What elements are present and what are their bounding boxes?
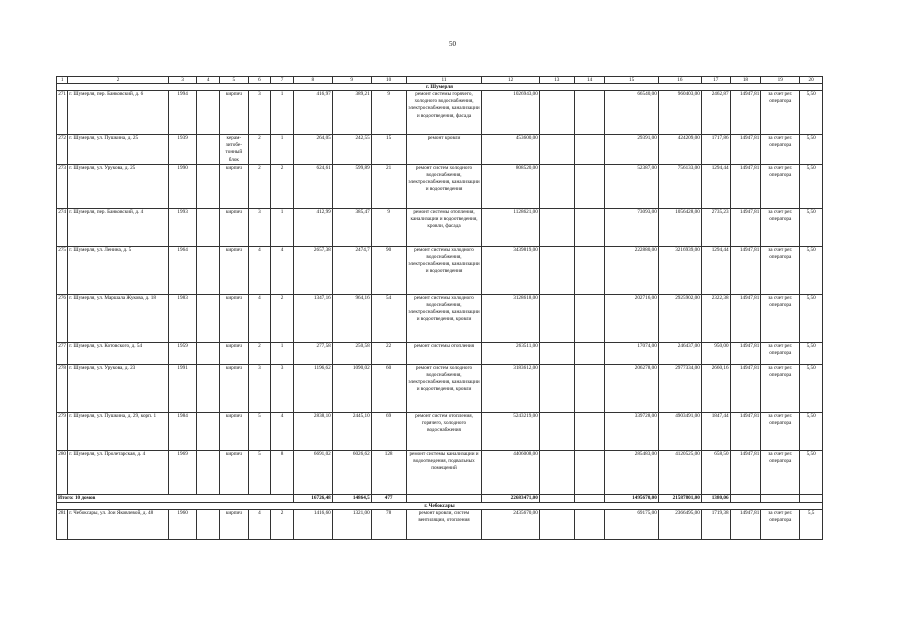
table-cell: г. Шумерля, пер. Банковский, д. 6 xyxy=(68,91,168,135)
table-cell xyxy=(539,294,574,342)
table-row xyxy=(57,450,823,494)
table-cell: 1 xyxy=(271,342,294,364)
table-cell: 78 xyxy=(371,510,406,540)
total-cell xyxy=(761,494,800,502)
table-cell: 1991 xyxy=(168,364,197,412)
table-cell: 2735,23 xyxy=(701,208,730,246)
table-cell: 246437,00 xyxy=(658,342,701,364)
table-cell: 17074,00 xyxy=(605,342,658,364)
table-cell: 4 xyxy=(248,294,271,342)
table-cell: 5,50 xyxy=(800,246,823,294)
table-cell: 2660,16 xyxy=(701,364,730,412)
table-cell: 279 xyxy=(57,412,68,450)
table-cell xyxy=(574,91,605,135)
table-cell xyxy=(197,450,220,494)
table-cell: 281 xyxy=(57,510,68,540)
table-cell xyxy=(539,510,574,540)
table-cell: 8 xyxy=(271,450,294,494)
table-cell: 250,58 xyxy=(332,342,371,364)
table-cell: 15 xyxy=(371,135,406,165)
table-cell: 14947,81 xyxy=(730,164,761,208)
col-number: 12 xyxy=(482,77,539,84)
table-cell: за счет рег. оператора xyxy=(761,208,800,246)
table-cell: 275 xyxy=(57,246,68,294)
table-cell: 2838,10 xyxy=(293,412,332,450)
total-cell: 16726,48 xyxy=(293,494,332,502)
table-cell: г. Шумерля, ул. Ленина, д. 5 xyxy=(68,246,168,294)
total-cell: 14864,5 xyxy=(332,494,371,502)
table-cell: 14947,81 xyxy=(730,364,761,412)
table-cell: 14947,81 xyxy=(730,294,761,342)
table-cell: 14947,81 xyxy=(730,342,761,364)
table-cell xyxy=(539,135,574,165)
table-cell: 90 xyxy=(371,246,406,294)
col-number: 6 xyxy=(248,77,271,84)
table-cell: г. Шумерля, ул. Пушкина, д. 25 xyxy=(68,135,168,165)
table-cell: за счет рег. оператора xyxy=(761,364,800,412)
table-cell: 1026943,00 xyxy=(482,91,539,135)
total-cell xyxy=(574,494,605,502)
table-cell: 4 xyxy=(271,246,294,294)
table-cell: 5,50 xyxy=(800,342,823,364)
table-row xyxy=(57,164,823,208)
table-cell xyxy=(539,164,574,208)
col-number: 18 xyxy=(730,77,761,84)
table-cell: 412,99 xyxy=(293,208,332,246)
table-cell: 52387,00 xyxy=(605,164,658,208)
table-cell xyxy=(197,246,220,294)
table-row xyxy=(57,412,823,450)
col-number: 5 xyxy=(220,77,249,84)
table-cell xyxy=(197,364,220,412)
total-cell: 1380,06 xyxy=(701,494,730,502)
col-number: 9 xyxy=(332,77,371,84)
table-cell xyxy=(574,246,605,294)
total-cell xyxy=(539,494,574,502)
table-cell: 5 xyxy=(248,412,271,450)
table-cell: за счет рег. оператора xyxy=(761,164,800,208)
table-cell: 272 xyxy=(57,135,68,165)
table-row xyxy=(57,246,823,294)
table-cell: кирпич xyxy=(220,246,249,294)
table-row xyxy=(57,294,823,342)
table-cell: 1939 xyxy=(168,135,197,165)
table-cell: 1847,44 xyxy=(701,412,730,450)
table-cell: 5,50 xyxy=(800,164,823,208)
table-cell xyxy=(574,412,605,450)
table-cell: 2 xyxy=(271,164,294,208)
table-cell: 54 xyxy=(371,294,406,342)
table-cell: 599,89 xyxy=(332,164,371,208)
table-cell: 242,55 xyxy=(332,135,371,165)
table-cell: г. Шумерля, ул. Урукова, д. 25 xyxy=(68,164,168,208)
table-cell: 960403,00 xyxy=(658,91,701,135)
table-cell: кирпич xyxy=(220,164,249,208)
table-cell xyxy=(539,91,574,135)
table-cell: 202716,00 xyxy=(605,294,658,342)
table-cell: за счет рег. оператора xyxy=(761,294,800,342)
table-cell: г. Шумерля, ул. Котовского, д. 54 xyxy=(68,342,168,364)
table-cell: 285483,00 xyxy=(605,450,658,494)
table-cell: 756133,00 xyxy=(658,164,701,208)
total-cell xyxy=(800,494,823,502)
col-number: 15 xyxy=(605,77,658,84)
table-cell: кирпич xyxy=(220,91,249,135)
city-heading-row xyxy=(57,503,823,510)
table-cell: 222880,00 xyxy=(605,246,658,294)
table-cell: 5 xyxy=(248,450,271,494)
table-cell: 1990 xyxy=(168,164,197,208)
table-cell: ремонт системы отопления, канализации и водоотведения, кровли, фасада xyxy=(406,208,482,246)
table-cell: 3216939,00 xyxy=(658,246,701,294)
table-cell xyxy=(539,342,574,364)
table-cell: 273 xyxy=(57,164,68,208)
table-cell xyxy=(574,450,605,494)
table-cell: за счет рег. оператора xyxy=(761,342,800,364)
table-cell: 5,50 xyxy=(800,91,823,135)
table-cell: 2 xyxy=(248,164,271,208)
table-cell: за счет рег. оператора xyxy=(761,450,800,494)
table-cell: 1294,44 xyxy=(701,164,730,208)
table-cell xyxy=(197,412,220,450)
table-cell: 276 xyxy=(57,294,68,342)
table-cell: 69 xyxy=(371,412,406,450)
table-cell: 21 xyxy=(371,164,406,208)
table-cell: 2977334,00 xyxy=(658,364,701,412)
table-cell xyxy=(574,208,605,246)
table-cell: 3 xyxy=(248,91,271,135)
table-cell: 1719,38 xyxy=(701,510,730,540)
table-cell: 14947,81 xyxy=(730,246,761,294)
table-cell xyxy=(197,91,220,135)
table-cell: ремонт системы горячего, холодного водоснабжения, электроснабжения, канализации и водоотведения, фасада xyxy=(406,91,482,135)
col-number: 20 xyxy=(800,77,823,84)
table-cell: 3183612,00 xyxy=(482,364,539,412)
col-number: 4 xyxy=(197,77,220,84)
table-cell: 5,50 xyxy=(800,364,823,412)
table-cell: кирпич xyxy=(220,450,249,494)
table-cell: 3 xyxy=(248,208,271,246)
table-cell: ремонт систем холодного водоснабжения, электроснабжения, канализации и водоотведения xyxy=(406,164,482,208)
table-cell: 950,00 xyxy=(701,342,730,364)
total-cell: 22683471,00 xyxy=(482,494,539,502)
table-cell: 2925902,00 xyxy=(658,294,701,342)
table-cell: 2 xyxy=(271,294,294,342)
table-cell xyxy=(197,164,220,208)
table-cell: 5,50 xyxy=(800,135,823,165)
table-cell: 5,50 xyxy=(800,412,823,450)
col-number: 2 xyxy=(68,77,168,84)
table-cell: 1983 xyxy=(168,294,197,342)
column-number-row xyxy=(57,77,823,84)
table-cell: 2462,87 xyxy=(701,91,730,135)
table-cell: 1994 xyxy=(168,91,197,135)
table-cell: 5,50 xyxy=(800,208,823,246)
table-cell: 2445,10 xyxy=(332,412,371,450)
table-cell: 2657,38 xyxy=(293,246,332,294)
table-cell: 73093,00 xyxy=(605,208,658,246)
table-cell: 3128618,00 xyxy=(482,294,539,342)
table-cell: 1294,44 xyxy=(701,246,730,294)
table-cell: 22 xyxy=(371,342,406,364)
table-cell: 3439819,00 xyxy=(482,246,539,294)
table-cell: кирпич xyxy=(220,364,249,412)
table-cell: 1959 xyxy=(168,342,197,364)
total-cell xyxy=(406,494,482,502)
table-cell: 3 xyxy=(248,364,271,412)
table-cell: кирпич xyxy=(220,510,249,540)
table-cell: 128 xyxy=(371,450,406,494)
table-cell: 1984 xyxy=(168,412,197,450)
table-cell: ремонт системы холодного водоснабжения, электроснабжения, канализации и водоотведения, кровли xyxy=(406,294,482,342)
table-cell: 4 xyxy=(248,246,271,294)
table-cell xyxy=(574,135,605,165)
col-number: 19 xyxy=(761,77,800,84)
table-cell xyxy=(197,208,220,246)
table-cell: 1960 xyxy=(168,510,197,540)
table-cell: 424209,00 xyxy=(658,135,701,165)
table-cell: ремонт кровли xyxy=(406,135,482,165)
table-cell: 9 xyxy=(371,208,406,246)
table-cell: ремонт системы холодного водоснабжения, электроснабжения, канализации и водоотведения xyxy=(406,246,482,294)
table-cell: 4903491,00 xyxy=(658,412,701,450)
table-cell: 339728,00 xyxy=(605,412,658,450)
table-cell: 2366495,00 xyxy=(658,510,701,540)
table-cell: 14947,81 xyxy=(730,91,761,135)
table-cell xyxy=(574,342,605,364)
total-label: Итого: 10 домов xyxy=(57,494,294,502)
table-cell: 2474,7 xyxy=(332,246,371,294)
table-cell: 4406008,00 xyxy=(482,450,539,494)
table-cell xyxy=(539,246,574,294)
total-row xyxy=(57,494,823,502)
table-cell: 624,61 xyxy=(293,164,332,208)
table-cell: 6026,62 xyxy=(332,450,371,494)
table-cell: за счет рег. оператора xyxy=(761,412,800,450)
table-row xyxy=(57,510,823,540)
table-cell: 808520,00 xyxy=(482,164,539,208)
table-cell: 5,50 xyxy=(800,450,823,494)
table-cell: 964,16 xyxy=(332,294,371,342)
table-cell: за счет рег. оператора xyxy=(761,135,800,165)
table-cell: г. Чебоксары, ул. Зои Яковлевой, д. 48 xyxy=(68,510,168,540)
table-cell: кирпич xyxy=(220,412,249,450)
col-number: 17 xyxy=(701,77,730,84)
table-cell: 1128621,00 xyxy=(482,208,539,246)
table-cell: ремонт систем холодного водоснабжения, электроснабжения, канализации и водоотведения, кровли xyxy=(406,364,482,412)
table-cell xyxy=(539,450,574,494)
total-cell xyxy=(730,494,761,502)
table-cell: 5,50 xyxy=(800,294,823,342)
table-row xyxy=(57,342,823,364)
table-cell: 4 xyxy=(271,412,294,450)
table-cell: 278 xyxy=(57,364,68,412)
page-number: 50 xyxy=(449,40,456,48)
table-cell: 1196,62 xyxy=(293,364,332,412)
table-cell: 2 xyxy=(271,510,294,540)
table-cell: 60 xyxy=(371,364,406,412)
table-cell xyxy=(574,510,605,540)
table-cell: 14947,81 xyxy=(730,208,761,246)
col-number: 10 xyxy=(371,77,406,84)
table-cell: 274 xyxy=(57,208,68,246)
city-heading-row xyxy=(57,84,823,91)
table-cell xyxy=(574,164,605,208)
table-cell: г. Шумерля, ул. Маршала Жукова, д. 18 xyxy=(68,294,168,342)
table-cell: 2 xyxy=(248,342,271,364)
table-cell: 1 xyxy=(271,208,294,246)
table-cell: 29391,00 xyxy=(605,135,658,165)
table-cell: 1969 xyxy=(168,450,197,494)
table-row xyxy=(57,135,823,165)
total-cell: 477 xyxy=(371,494,406,502)
table-cell: 1 xyxy=(271,135,294,165)
table-cell: 1347,16 xyxy=(293,294,332,342)
table-cell: 5,5 xyxy=(800,510,823,540)
table-cell xyxy=(539,412,574,450)
table-cell: 1993 xyxy=(168,208,197,246)
table-cell xyxy=(574,294,605,342)
total-cell: 1495670,00 xyxy=(605,494,658,502)
table-cell: 1321,00 xyxy=(332,510,371,540)
total-cell: 21587801,00 xyxy=(658,494,701,502)
col-number: 16 xyxy=(658,77,701,84)
col-number: 1 xyxy=(57,77,68,84)
table-cell: 6691,02 xyxy=(293,450,332,494)
table-cell: 277 xyxy=(57,342,68,364)
table-cell: 280 xyxy=(57,450,68,494)
table-cell: 264,05 xyxy=(293,135,332,165)
table-cell: 2 xyxy=(248,135,271,165)
col-number: 13 xyxy=(539,77,574,84)
table-cell: 263511,00 xyxy=(482,342,539,364)
table-cell: 2322,38 xyxy=(701,294,730,342)
table-cell xyxy=(574,364,605,412)
table-row xyxy=(57,91,823,135)
table-cell: 1 xyxy=(271,91,294,135)
table-cell: керам-зитобе-тонный блок xyxy=(220,135,249,165)
table-cell xyxy=(197,510,220,540)
col-number: 7 xyxy=(271,77,294,84)
table-cell: 206278,00 xyxy=(605,364,658,412)
table-cell: 271 xyxy=(57,91,68,135)
table-cell: 1964 xyxy=(168,246,197,294)
city-heading: г. Шумерля xyxy=(57,84,823,91)
table-cell: за счет рег. оператора xyxy=(761,510,800,540)
table-cell: 14947,81 xyxy=(730,450,761,494)
city-heading: г. Чебоксары xyxy=(57,503,823,510)
table-cell: 1090,02 xyxy=(332,364,371,412)
col-number: 8 xyxy=(293,77,332,84)
table-cell: г. Шумерля, ул. Пушкина, д. 29, корп. 1 xyxy=(68,412,168,450)
table-cell: 658,50 xyxy=(701,450,730,494)
table-cell: 14947,81 xyxy=(730,510,761,540)
table-cell: кирпич xyxy=(220,294,249,342)
table-cell: 389,21 xyxy=(332,91,371,135)
table-cell: за счет рег. оператора xyxy=(761,91,800,135)
table-cell: 385,47 xyxy=(332,208,371,246)
table-cell: кирпич xyxy=(220,208,249,246)
table-cell: г. Шумерля, ул. Пролетарская, д. 4 xyxy=(68,450,168,494)
table-cell: 69175,00 xyxy=(605,510,658,540)
capital-repair-register-table xyxy=(56,76,823,540)
table-cell: 2435670,00 xyxy=(482,510,539,540)
table-cell: 66540,00 xyxy=(605,91,658,135)
table-cell xyxy=(197,342,220,364)
table-cell xyxy=(197,294,220,342)
table-cell: 416,97 xyxy=(293,91,332,135)
table-cell: 14947,81 xyxy=(730,412,761,450)
table-row xyxy=(57,364,823,412)
table-cell: г. Шумерля, ул. Урукова, д. 23 xyxy=(68,364,168,412)
table-cell: 1717,86 xyxy=(701,135,730,165)
table-cell: 3 xyxy=(271,364,294,412)
table-cell: 4 xyxy=(248,510,271,540)
table-cell: ремонт системы отопления xyxy=(406,342,482,364)
table-cell: 9 xyxy=(371,91,406,135)
table-cell: ремонт кровли, систем вентиляции, отопления xyxy=(406,510,482,540)
col-number: 3 xyxy=(168,77,197,84)
table-cell: ремонт системы канализации и водоотведения, подвальных помещений xyxy=(406,450,482,494)
col-number: 14 xyxy=(574,77,605,84)
table-cell: 14947,81 xyxy=(730,135,761,165)
table-cell xyxy=(539,364,574,412)
table-cell xyxy=(197,135,220,165)
table-cell: за счет рег. оператора xyxy=(761,246,800,294)
table-cell: ремонт систем отопления, горячего, холодного водоснабжения xyxy=(406,412,482,450)
table-row xyxy=(57,208,823,246)
table-cell: 453600,00 xyxy=(482,135,539,165)
col-number: 11 xyxy=(406,77,482,84)
table-cell: 4120525,00 xyxy=(658,450,701,494)
table-cell: 5243219,00 xyxy=(482,412,539,450)
table-cell xyxy=(539,208,574,246)
table-cell: 277,58 xyxy=(293,342,332,364)
table-cell: 1416,60 xyxy=(293,510,332,540)
table-cell: кирпич xyxy=(220,342,249,364)
table-cell: г. Шумерля, пер. Банковский, д. 4 xyxy=(68,208,168,246)
table-cell: 1056428,00 xyxy=(658,208,701,246)
